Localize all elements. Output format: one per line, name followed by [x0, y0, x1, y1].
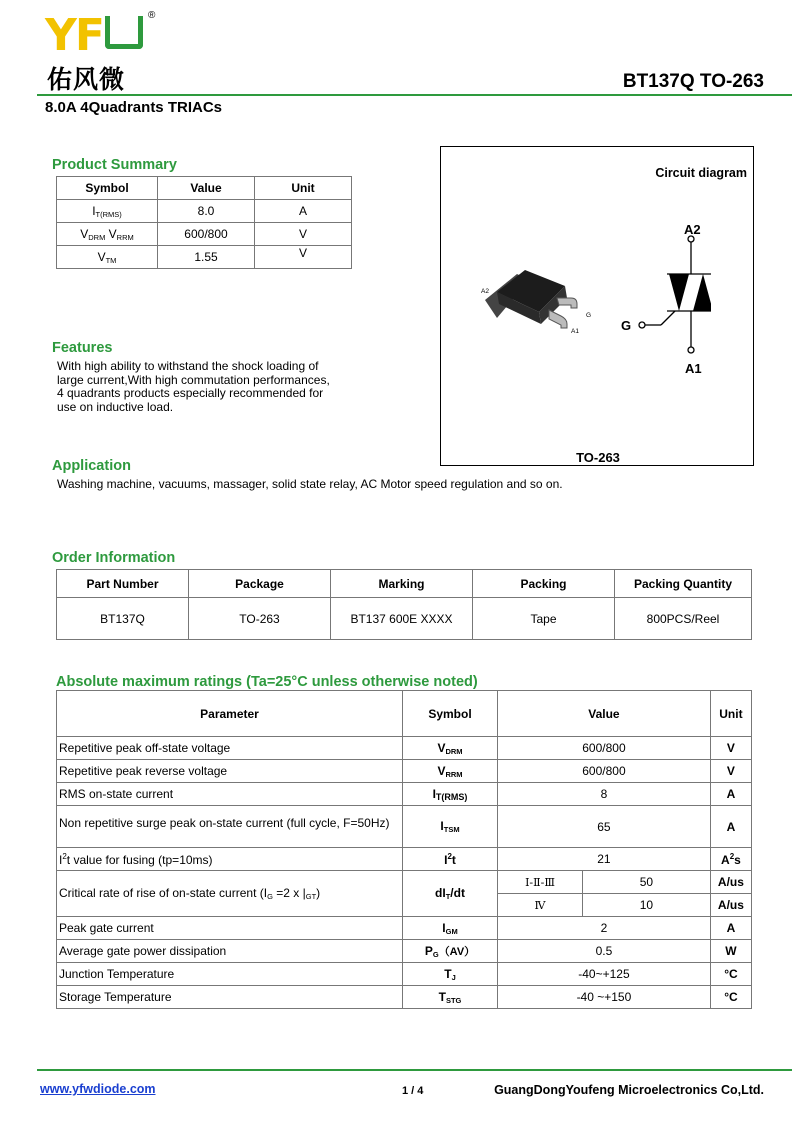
value-cell: -40~+125: [498, 963, 711, 986]
col-header: Value: [498, 691, 711, 737]
features-text: [57, 360, 330, 414]
application-text: Washing machine, vacuums, massager, solid state relay, AC Motor speed regulation and so on.: [57, 477, 563, 491]
package-pin-g-label: G: [586, 312, 592, 319]
col-header: Symbol: [57, 177, 158, 200]
parameter-cell: Peak gate current: [57, 917, 403, 940]
symbol-cell: $I_{TSM}$: [403, 806, 498, 848]
value-cell: 10: [583, 894, 711, 917]
value-cell: 600/800: [498, 760, 711, 783]
symbol-cell: $T_{STG}$: [403, 986, 498, 1009]
col-header: Parameter: [57, 691, 403, 737]
col-header: Part Number: [57, 570, 189, 598]
value-cell: 50: [583, 871, 711, 894]
value-cell: 65: [498, 806, 711, 848]
value-cell: 21: [498, 848, 711, 871]
unit-cell: A/us: [710, 894, 751, 917]
col-header: Unit: [710, 691, 751, 737]
logo-u-mark: [105, 16, 143, 49]
features-line: large current,With high commutation performances,: [57, 372, 330, 387]
package-label: TO-263: [576, 450, 620, 465]
symbol-cell: $V_{RRM}$: [403, 760, 498, 783]
table-row: [57, 760, 752, 783]
unit-cell: W: [710, 940, 751, 963]
quadrant-cell: Ⅳ: [498, 894, 583, 917]
parameter-cell: Critical rate of rise of on-state current ($I_G =2$ x $|_{GT}$): [57, 871, 403, 917]
value-cell: 2: [498, 917, 711, 940]
circuit-diagram-box: [440, 146, 754, 466]
package-pin-a1-label: A1: [571, 328, 579, 335]
logo-latin: YF: [45, 10, 103, 61]
logo-chinese: 佑风微: [47, 65, 126, 94]
features-line: 4 quadrants products especially recommended for: [57, 386, 324, 400]
features-line: With high ability to withstand the shock loading of: [57, 359, 319, 373]
unit-cell: V: [255, 246, 352, 269]
packing-quantity-cell: 800PCS/Reel: [615, 598, 752, 640]
ratings-heading: Absolute maximum ratings (Ta=25°C unless otherwise noted): [56, 674, 478, 690]
package-cell: TO-263: [189, 598, 331, 640]
unit-cell: $A^2s$: [710, 848, 751, 871]
ratings-table: [56, 690, 752, 1009]
symbol-cell: $T_J$: [403, 963, 498, 986]
value-cell: 1.55: [158, 246, 255, 269]
company-name: GuangDongYoufeng Microelectronics Co,Ltd.: [494, 1083, 764, 1097]
company-logo: [45, 10, 165, 94]
col-header: Packing Quantity: [615, 570, 752, 598]
col-header: Value: [158, 177, 255, 200]
table-row: [57, 871, 752, 894]
circuit-diagram-title: Circuit diagram: [655, 166, 747, 180]
unit-cell: A: [710, 917, 751, 940]
col-header: Unit: [255, 177, 352, 200]
table-row: [57, 848, 752, 871]
part-title: BT137Q TO-263: [622, 71, 764, 92]
features-line: use on inductive load.: [57, 399, 174, 414]
value-cell: -40 ~+150: [498, 986, 711, 1009]
parameter-cell: Storage Temperature: [57, 986, 403, 1009]
parameter-cell: Repetitive peak off-state voltage: [57, 737, 403, 760]
terminal-a2-label: A2: [684, 222, 701, 237]
unit-cell: V: [710, 737, 751, 760]
table-row: [57, 963, 752, 986]
table-row: [57, 737, 752, 760]
terminal-a1-label: A1: [685, 361, 702, 376]
symbol-cell: $P_G(AV)$: [403, 940, 498, 963]
website-link[interactable]: www.yfwdiode.com: [40, 1082, 156, 1096]
unit-cell: A/us: [710, 871, 751, 894]
terminal-g-label: G: [621, 318, 632, 333]
page-subtitle: 8.0A 4Quadrants TRIACs: [45, 99, 222, 116]
parameter-cell: RMS on-state current: [57, 783, 403, 806]
parameter-cell: Junction Temperature: [57, 963, 403, 986]
table-row: [57, 783, 752, 806]
value-cell: 600/800: [158, 223, 255, 246]
parameter-cell: $I^2t$ value for fusing (tp=10ms): [57, 848, 403, 871]
table-row: [57, 200, 352, 223]
application-heading: Application: [52, 458, 131, 474]
value-cell: 600/800: [498, 737, 711, 760]
table-row: [57, 917, 752, 940]
page-number: 1 / 4: [402, 1085, 424, 1097]
features-heading: Features: [52, 340, 113, 356]
package-pin-a2-label: A2: [481, 288, 489, 295]
unit-cell: A: [710, 806, 751, 848]
parameter-cell: Average gate power dissipation: [57, 940, 403, 963]
triac-symbol: [631, 229, 711, 359]
parameter-cell: Repetitive peak reverse voltage: [57, 760, 403, 783]
header-divider: [37, 94, 792, 96]
symbol-cell: $I_{T(RMS)}$: [57, 200, 158, 223]
col-header: Symbol: [403, 691, 498, 737]
footer-divider: [37, 1069, 792, 1071]
table-row: [57, 940, 752, 963]
col-header: Marking: [331, 570, 473, 598]
symbol-cell: IT(RMS): [403, 783, 498, 806]
parameter-cell: Non repetitive surge peak on-state current (full cycle, F=50Hz): [57, 806, 403, 848]
symbol-cell: $I_{GM}$: [403, 917, 498, 940]
value-cell: 0.5: [498, 940, 711, 963]
symbol-cell: $V_{DRM}$: [403, 737, 498, 760]
table-row: [57, 986, 752, 1009]
col-header: Package: [189, 570, 331, 598]
unit-cell: A: [255, 200, 352, 223]
marking-cell: BT137 600E XXXX: [331, 598, 473, 640]
product-summary-heading: Product Summary: [52, 157, 177, 173]
symbol-cell: $dI_T/dt$: [403, 871, 498, 917]
unit-cell: V: [710, 760, 751, 783]
symbol-cell: $V_{TM}$: [57, 246, 158, 269]
value-cell: 8.0: [158, 200, 255, 223]
value-cell: 8: [498, 783, 711, 806]
order-info-table: [56, 569, 752, 640]
table-row: [57, 246, 352, 269]
table-row: [57, 598, 752, 640]
part-number-cell: BT137Q: [57, 598, 189, 640]
unit-cell: °C: [710, 986, 751, 1009]
product-summary-table: [56, 176, 352, 269]
table-row: [57, 223, 352, 246]
registered-mark: ®: [148, 10, 156, 21]
quadrant-cell: Ⅰ-Ⅱ-Ⅲ: [498, 871, 583, 894]
packing-cell: Tape: [473, 598, 615, 640]
col-header: Packing: [473, 570, 615, 598]
symbol-cell: $V_{DRM}$ $V_{RRM}$: [57, 223, 158, 246]
order-info-heading: Order Information: [52, 550, 176, 566]
unit-cell: °C: [710, 963, 751, 986]
table-row: [57, 806, 752, 848]
unit-cell: A: [710, 783, 751, 806]
symbol-cell: $I^2t$: [403, 848, 498, 871]
unit-cell: V: [255, 223, 352, 246]
